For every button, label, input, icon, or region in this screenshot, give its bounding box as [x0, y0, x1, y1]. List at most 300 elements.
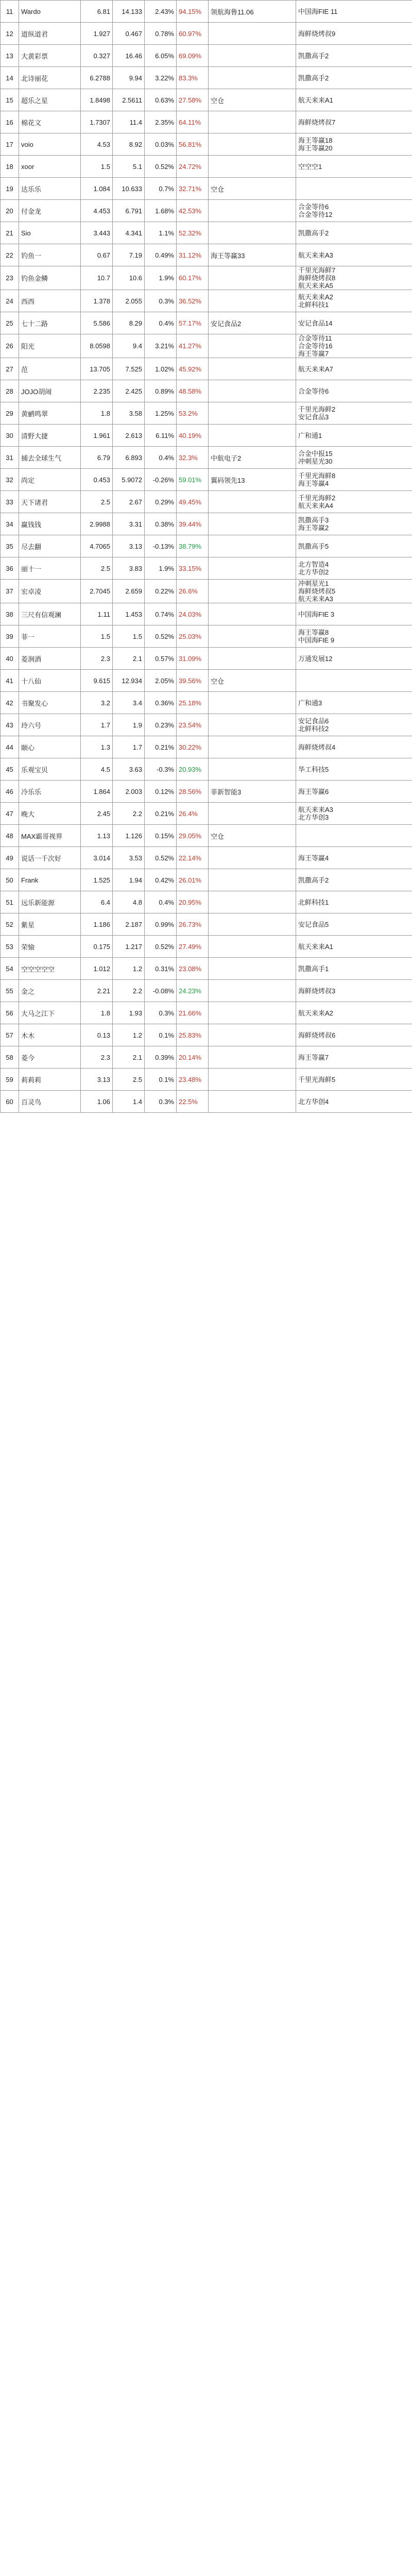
- position-tag: [209, 869, 296, 891]
- holdings-list: [296, 45, 412, 67]
- rank-number: 30: [1, 425, 19, 447]
- player-name: 莉莉莉: [19, 1069, 81, 1091]
- holding-item: 海鲜烧烤叔3: [298, 987, 336, 995]
- position-tag: [209, 980, 296, 1002]
- value-1: 2.3: [81, 648, 113, 670]
- rank-number: 29: [1, 402, 19, 425]
- table-row: [1, 736, 412, 758]
- player-name: 菱涧酒: [19, 648, 81, 670]
- value-2: 9.94: [113, 67, 145, 89]
- rank-number: 51: [1, 891, 19, 913]
- rank-number: 32: [1, 469, 19, 491]
- value-2: 2.1: [113, 1046, 145, 1069]
- total-change: 22.14%: [177, 847, 209, 869]
- total-change: 83.3%: [177, 67, 209, 89]
- total-change: 36.52%: [177, 290, 209, 312]
- rank-number: 60: [1, 1091, 19, 1113]
- rank-number: 18: [1, 156, 19, 178]
- table-row: [1, 380, 412, 402]
- daily-change: 6.05%: [145, 45, 177, 67]
- table-row: [1, 603, 412, 625]
- value-1: 0.453: [81, 469, 113, 491]
- total-change: 33.15%: [177, 557, 209, 580]
- table-row: [1, 580, 412, 603]
- table-row: [1, 425, 412, 447]
- rank-number: 52: [1, 913, 19, 936]
- table-row: [1, 625, 412, 648]
- total-change: 48.58%: [177, 380, 209, 402]
- player-name: 菲一: [19, 625, 81, 648]
- position-tag: [209, 1002, 296, 1024]
- position-tag: 中航电子2: [209, 447, 296, 469]
- table-row: [1, 244, 412, 266]
- value-2: 1.126: [113, 825, 145, 847]
- value-1: 3.2: [81, 692, 113, 714]
- daily-change: 0.4%: [145, 447, 177, 469]
- holdings-list: [296, 491, 412, 513]
- holdings-list: [296, 425, 412, 447]
- holdings-list: [296, 535, 412, 557]
- position-tag: [209, 45, 296, 67]
- table-row: [1, 714, 412, 736]
- player-name: 超乐之星: [19, 89, 81, 111]
- total-change: 56.81%: [177, 133, 209, 156]
- value-1: 1.13: [81, 825, 113, 847]
- value-2: 2.055: [113, 290, 145, 312]
- player-name: 十八仙: [19, 670, 81, 692]
- player-name: 宏卓凌: [19, 580, 81, 603]
- holdings-list: [296, 958, 412, 980]
- player-name: 冷乐乐: [19, 781, 81, 803]
- holdings-list: [296, 557, 412, 580]
- total-change: 57.17%: [177, 312, 209, 334]
- daily-change: 0.1%: [145, 1024, 177, 1046]
- holding-item: 安记食品3: [298, 413, 329, 421]
- holdings-list: [296, 1024, 412, 1046]
- daily-change: 0.4%: [145, 312, 177, 334]
- holding-item: 凯撒高手2: [298, 229, 329, 237]
- rank-number: 55: [1, 980, 19, 1002]
- holding-item: 航天来来A3: [298, 806, 333, 814]
- player-name: 范: [19, 358, 81, 380]
- player-name: 钓鱼金鳞: [19, 266, 81, 290]
- position-tag: [209, 625, 296, 648]
- table-row: [1, 557, 412, 580]
- holdings-list: [296, 803, 412, 825]
- table-row: [1, 469, 412, 491]
- table-row: [1, 913, 412, 936]
- position-tag: 菲新智能3: [209, 781, 296, 803]
- holding-item: 海王等赢8: [298, 629, 329, 636]
- table-row: [1, 936, 412, 958]
- table-row: [1, 312, 412, 334]
- value-1: 1.06: [81, 1091, 113, 1113]
- value-1: 2.9988: [81, 513, 113, 535]
- value-1: 8.0598: [81, 334, 113, 358]
- position-tag: [209, 692, 296, 714]
- holding-item: 合金等待6: [298, 387, 329, 395]
- daily-change: 0.52%: [145, 936, 177, 958]
- player-name: Frank: [19, 869, 81, 891]
- total-change: 21.66%: [177, 1002, 209, 1024]
- value-2: 14.133: [113, 1, 145, 23]
- daily-change: 0.12%: [145, 781, 177, 803]
- holdings-list: [296, 1, 412, 23]
- holdings-list: [296, 625, 412, 648]
- total-change: 69.09%: [177, 45, 209, 67]
- daily-change: 0.21%: [145, 736, 177, 758]
- holdings-list: [296, 670, 412, 692]
- table-row: [1, 447, 412, 469]
- rank-number: 48: [1, 825, 19, 847]
- position-tag: 空仓: [209, 670, 296, 692]
- position-tag: [209, 1091, 296, 1113]
- value-2: 3.53: [113, 847, 145, 869]
- total-change: 23.48%: [177, 1069, 209, 1091]
- total-change: 20.95%: [177, 891, 209, 913]
- value-1: 1.864: [81, 781, 113, 803]
- holding-item: 海鲜烧烤叔4: [298, 743, 336, 751]
- holding-item: 合金中报15: [298, 450, 333, 457]
- table-row: [1, 45, 412, 67]
- total-change: 28.56%: [177, 781, 209, 803]
- value-2: 1.7: [113, 736, 145, 758]
- daily-change: 0.21%: [145, 803, 177, 825]
- total-change: 26.01%: [177, 869, 209, 891]
- total-change: 32.71%: [177, 178, 209, 200]
- table-row: [1, 891, 412, 913]
- position-tag: [209, 425, 296, 447]
- holdings-list: [296, 312, 412, 334]
- holding-item: 海王等赢6: [298, 787, 329, 795]
- player-name: 木木: [19, 1024, 81, 1046]
- player-name: 大黄彩票: [19, 45, 81, 67]
- holdings-list: [296, 648, 412, 670]
- holdings-list: [296, 1069, 412, 1091]
- holding-item: 中国海FIE 11: [298, 7, 338, 15]
- table-row: [1, 334, 412, 358]
- daily-change: 1.9%: [145, 557, 177, 580]
- daily-change: 0.23%: [145, 714, 177, 736]
- value-1: 3.13: [81, 1069, 113, 1091]
- total-change: 38.79%: [177, 535, 209, 557]
- table-row: [1, 692, 412, 714]
- daily-change: 0.36%: [145, 692, 177, 714]
- table-row: [1, 781, 412, 803]
- holding-item: 广和通3: [298, 699, 322, 707]
- player-name: 颐心: [19, 736, 81, 758]
- daily-change: 0.52%: [145, 156, 177, 178]
- holdings-list: [296, 111, 412, 133]
- table-row: [1, 535, 412, 557]
- holding-item: 北鲜科技1: [298, 301, 329, 309]
- player-name: 乐观宝贝: [19, 758, 81, 781]
- holding-item: 广和通1: [298, 431, 322, 439]
- rank-number: 43: [1, 714, 19, 736]
- rank-number: 19: [1, 178, 19, 200]
- value-1: 0.67: [81, 244, 113, 266]
- holding-item: 航天来来A7: [298, 365, 333, 373]
- daily-change: 0.39%: [145, 1046, 177, 1069]
- position-tag: [209, 913, 296, 936]
- total-change: 52.32%: [177, 222, 209, 244]
- daily-change: 1.25%: [145, 402, 177, 425]
- position-tag: [209, 491, 296, 513]
- rank-number: 50: [1, 869, 19, 891]
- holdings-list: [296, 266, 412, 290]
- value-2: 4.8: [113, 891, 145, 913]
- value-1: 5.586: [81, 312, 113, 334]
- value-2: 2.5611: [113, 89, 145, 111]
- holding-item: 北方华创3: [298, 814, 329, 821]
- holding-item: 航天来来A2: [298, 293, 333, 301]
- holdings-list: [296, 89, 412, 111]
- holding-item: 海鲜烧烤叔9: [298, 29, 336, 38]
- holdings-list: [296, 758, 412, 781]
- total-change: 40.19%: [177, 425, 209, 447]
- total-change: 25.03%: [177, 625, 209, 648]
- value-1: 6.2788: [81, 67, 113, 89]
- daily-change: 0.3%: [145, 290, 177, 312]
- total-change: 53.2%: [177, 402, 209, 425]
- player-name: 玲六号: [19, 714, 81, 736]
- value-1: 1.8498: [81, 89, 113, 111]
- value-2: 1.93: [113, 1002, 145, 1024]
- holding-item: 安记食品14: [298, 319, 333, 327]
- value-2: 2.187: [113, 913, 145, 936]
- position-tag: [209, 290, 296, 312]
- holdings-list: [296, 1002, 412, 1024]
- holding-item: 中国海FIE 9: [298, 636, 335, 644]
- daily-change: 0.31%: [145, 958, 177, 980]
- holdings-list: [296, 825, 412, 847]
- rank-number: 46: [1, 781, 19, 803]
- holdings-list: [296, 447, 412, 469]
- value-1: 2.5: [81, 491, 113, 513]
- value-2: 2.2: [113, 980, 145, 1002]
- holdings-list: [296, 781, 412, 803]
- table-row: [1, 1002, 412, 1024]
- rank-number: 47: [1, 803, 19, 825]
- value-1: 0.13: [81, 1024, 113, 1046]
- holdings-list: [296, 67, 412, 89]
- value-1: 2.235: [81, 380, 113, 402]
- rank-number: 24: [1, 290, 19, 312]
- value-1: 2.45: [81, 803, 113, 825]
- holdings-list: [296, 358, 412, 380]
- position-tag: [209, 402, 296, 425]
- rank-number: 25: [1, 312, 19, 334]
- rank-number: 16: [1, 111, 19, 133]
- holding-item: 冲刺星光30: [298, 457, 333, 465]
- position-tag: [209, 1069, 296, 1091]
- total-change: 42.53%: [177, 200, 209, 222]
- table-row: [1, 847, 412, 869]
- rank-number: 58: [1, 1046, 19, 1069]
- rank-number: 38: [1, 603, 19, 625]
- rank-number: 15: [1, 89, 19, 111]
- position-tag: [209, 200, 296, 222]
- value-1: 3.014: [81, 847, 113, 869]
- total-change: 25.83%: [177, 1024, 209, 1046]
- holdings-list: [296, 1091, 412, 1113]
- holdings-list: [296, 891, 412, 913]
- daily-change: 0.38%: [145, 513, 177, 535]
- holding-item: 凯撒高手2: [298, 74, 329, 82]
- holding-item: 千里光海鲜2: [298, 405, 336, 413]
- position-tag: [209, 958, 296, 980]
- table-row: [1, 980, 412, 1002]
- position-tag: [209, 736, 296, 758]
- rank-number: 42: [1, 692, 19, 714]
- player-name: 百灵鸟: [19, 1091, 81, 1113]
- player-name: 丽十一: [19, 557, 81, 580]
- total-change: 30.22%: [177, 736, 209, 758]
- value-1: 6.79: [81, 447, 113, 469]
- holding-item: 北方华创4: [298, 1097, 329, 1106]
- holdings-list: [296, 513, 412, 535]
- value-2: 4.341: [113, 222, 145, 244]
- rank-number: 45: [1, 758, 19, 781]
- rank-number: 27: [1, 358, 19, 380]
- value-2: 1.217: [113, 936, 145, 958]
- holding-item: 冲刺星光1: [298, 580, 329, 587]
- table-row: [1, 825, 412, 847]
- daily-change: 0.03%: [145, 133, 177, 156]
- value-1: 4.7065: [81, 535, 113, 557]
- total-change: 39.44%: [177, 513, 209, 535]
- rank-number: 17: [1, 133, 19, 156]
- holding-item: 航天来来A2: [298, 1009, 333, 1017]
- player-name: 棉花文: [19, 111, 81, 133]
- daily-change: 3.21%: [145, 334, 177, 358]
- table-row: [1, 670, 412, 692]
- total-change: 26.6%: [177, 580, 209, 603]
- value-1: 1.525: [81, 869, 113, 891]
- position-tag: 翼码领先13: [209, 469, 296, 491]
- total-change: 64.11%: [177, 111, 209, 133]
- value-2: 2.003: [113, 781, 145, 803]
- value-2: 2.659: [113, 580, 145, 603]
- daily-change: 0.89%: [145, 380, 177, 402]
- daily-change: 0.22%: [145, 580, 177, 603]
- daily-change: 0.29%: [145, 491, 177, 513]
- player-name: 西西: [19, 290, 81, 312]
- value-1: 1.3: [81, 736, 113, 758]
- holdings-list: [296, 380, 412, 402]
- value-2: 8.29: [113, 312, 145, 334]
- holdings-list: [296, 603, 412, 625]
- value-2: 7.19: [113, 244, 145, 266]
- daily-change: 0.3%: [145, 1002, 177, 1024]
- position-tag: 空仓: [209, 89, 296, 111]
- value-2: 5.1: [113, 156, 145, 178]
- holdings-list: [296, 913, 412, 936]
- total-change: 23.54%: [177, 714, 209, 736]
- player-name: MAX霸哥视界: [19, 825, 81, 847]
- table-row: [1, 266, 412, 290]
- rank-number: 26: [1, 334, 19, 358]
- value-2: 2.613: [113, 425, 145, 447]
- daily-change: 0.7%: [145, 178, 177, 200]
- rank-number: 31: [1, 447, 19, 469]
- holding-item: 航天来来A4: [298, 502, 333, 510]
- position-tag: [209, 23, 296, 45]
- holding-item: 合金等待12: [298, 211, 333, 218]
- total-change: 22.5%: [177, 1091, 209, 1113]
- holdings-list: [296, 244, 412, 266]
- value-2: 1.9: [113, 714, 145, 736]
- total-change: 26.73%: [177, 913, 209, 936]
- player-name: 道纵道君: [19, 23, 81, 45]
- total-change: 59.01%: [177, 469, 209, 491]
- position-tag: [209, 648, 296, 670]
- total-change: 26.4%: [177, 803, 209, 825]
- holding-item: 航天来来A1: [298, 96, 333, 104]
- holding-item: 航天来来A3: [298, 251, 333, 259]
- total-change: 60.97%: [177, 23, 209, 45]
- table-row: [1, 1091, 412, 1113]
- value-1: 0.175: [81, 936, 113, 958]
- player-name: Sio: [19, 222, 81, 244]
- player-name: 付金龙: [19, 200, 81, 222]
- holding-item: 北鲜科技1: [298, 898, 329, 906]
- position-tag: [209, 714, 296, 736]
- rank-number: 20: [1, 200, 19, 222]
- value-1: 1.084: [81, 178, 113, 200]
- position-tag: [209, 380, 296, 402]
- position-tag: [209, 358, 296, 380]
- rank-number: 23: [1, 266, 19, 290]
- rank-number: 35: [1, 535, 19, 557]
- holding-item: 海王等赢20: [298, 144, 333, 152]
- value-2: 2.1: [113, 648, 145, 670]
- total-change: 27.49%: [177, 936, 209, 958]
- position-tag: 安记食品2: [209, 312, 296, 334]
- player-name: 达乐乐: [19, 178, 81, 200]
- rank-number: 33: [1, 491, 19, 513]
- table-row: [1, 402, 412, 425]
- total-change: 20.14%: [177, 1046, 209, 1069]
- holdings-list: [296, 936, 412, 958]
- player-name: 书聚发心: [19, 692, 81, 714]
- holding-item: 海鲜烧烤叔5: [298, 587, 336, 595]
- value-1: 2.3: [81, 1046, 113, 1069]
- position-tag: [209, 1024, 296, 1046]
- ranking-table-body: [1, 1, 412, 1113]
- holding-item: 海鲜烧烤叔7: [298, 118, 336, 126]
- player-name: 金之: [19, 980, 81, 1002]
- holding-item: 合金等待16: [298, 342, 333, 350]
- holding-item: 北方华创2: [298, 568, 329, 576]
- value-2: 10.6: [113, 266, 145, 290]
- value-2: 1.4: [113, 1091, 145, 1113]
- position-tag: [209, 580, 296, 603]
- daily-change: 1.1%: [145, 222, 177, 244]
- value-2: 3.58: [113, 402, 145, 425]
- value-1: 4.5: [81, 758, 113, 781]
- player-name: xoor: [19, 156, 81, 178]
- value-2: 16.46: [113, 45, 145, 67]
- holdings-list: [296, 469, 412, 491]
- daily-change: -0.26%: [145, 469, 177, 491]
- ranking-table: [0, 0, 412, 1113]
- value-1: 2.7045: [81, 580, 113, 603]
- rank-number: 41: [1, 670, 19, 692]
- value-1: 4.453: [81, 200, 113, 222]
- value-2: 3.31: [113, 513, 145, 535]
- table-row: [1, 513, 412, 535]
